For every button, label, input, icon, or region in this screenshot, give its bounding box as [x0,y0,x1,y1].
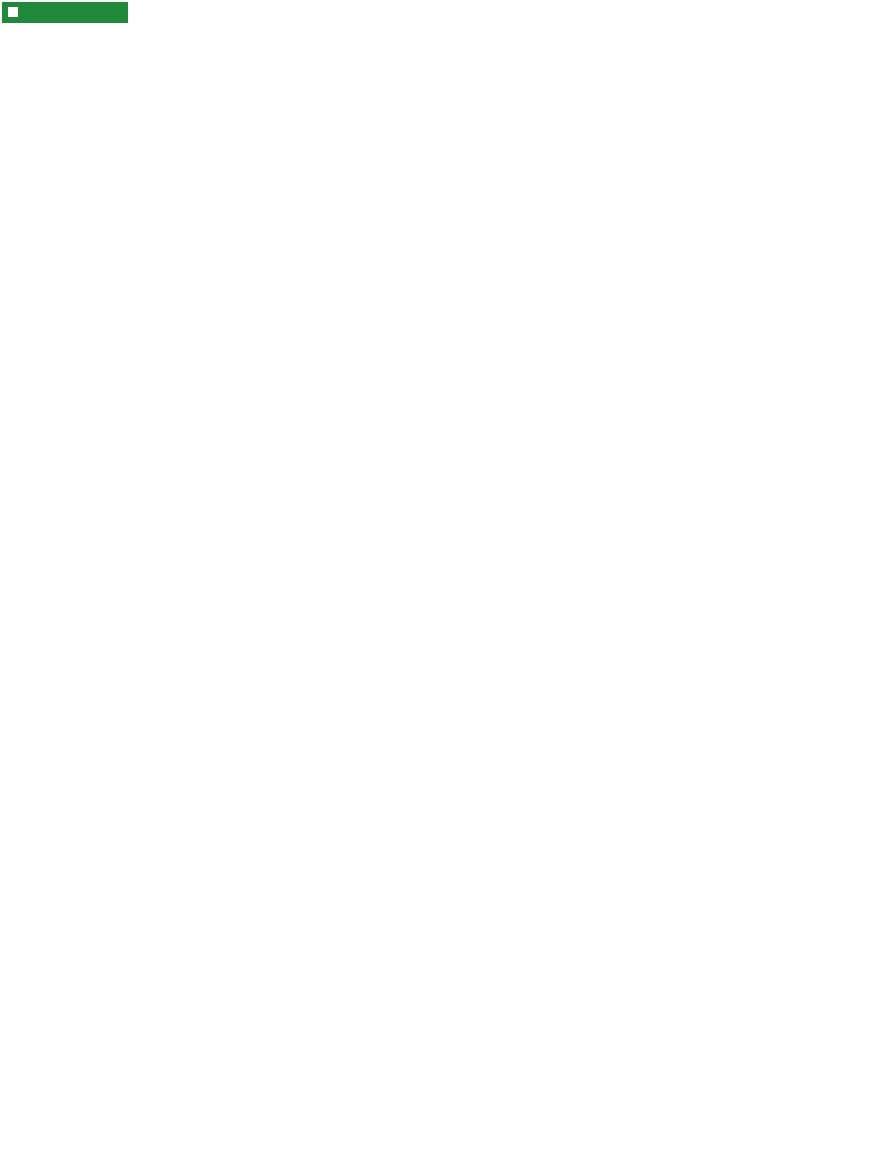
section-header [2,2,128,23]
square-icon [8,7,18,17]
